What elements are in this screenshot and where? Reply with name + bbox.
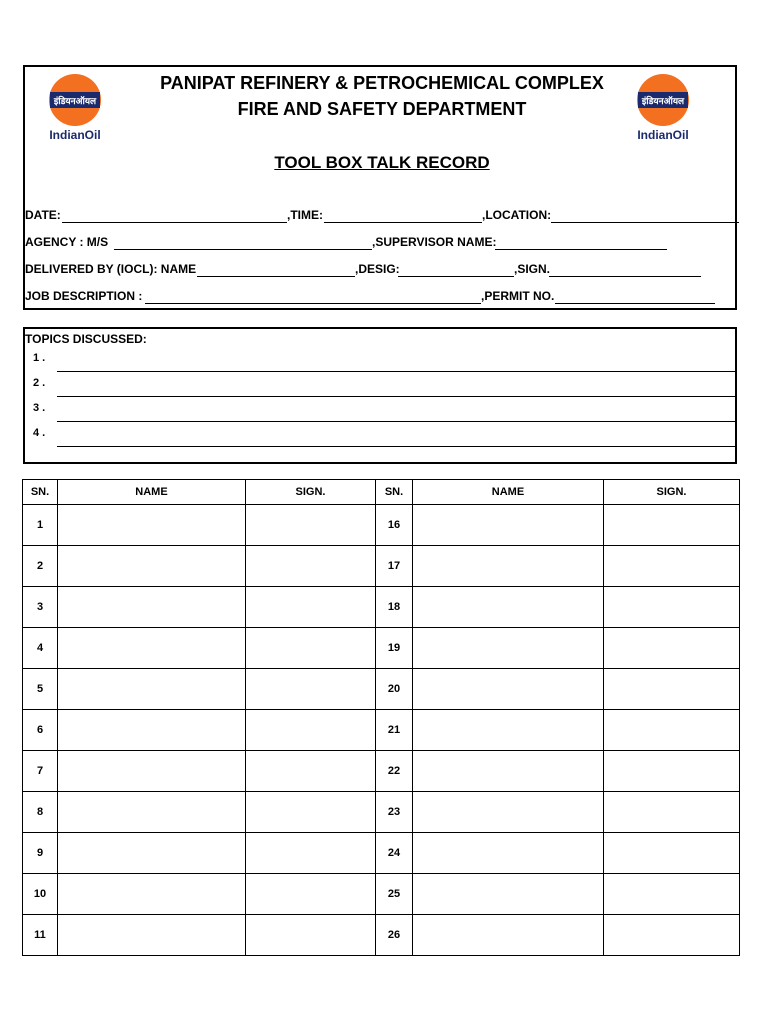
time-label: ,TIME:: [287, 208, 323, 222]
name-cell[interactable]: [413, 628, 604, 669]
table-header-row: [23, 480, 740, 505]
sign-cell[interactable]: [246, 546, 376, 587]
sign-cell[interactable]: [246, 628, 376, 669]
name-cell[interactable]: [413, 874, 604, 915]
topics-heading: TOPICS DISCUSSED:: [25, 332, 147, 346]
sign-cell[interactable]: [604, 915, 740, 956]
supervisor-field[interactable]: [495, 249, 667, 250]
date-label: DATE:: [25, 208, 61, 222]
sign-cell[interactable]: [246, 792, 376, 833]
sign-cell[interactable]: [604, 751, 740, 792]
name-cell[interactable]: [413, 587, 604, 628]
sn-cell: 23: [376, 792, 413, 833]
svg-text:इंडियनऑयल: इंडियनऑयल: [53, 97, 97, 107]
sn-cell: 19: [376, 628, 413, 669]
attendance-table: [22, 479, 740, 956]
name-cell[interactable]: [413, 505, 604, 546]
sn-cell: 18: [376, 587, 413, 628]
name-cell[interactable]: [58, 833, 246, 874]
name-cell[interactable]: [413, 710, 604, 751]
time-field[interactable]: [324, 222, 482, 223]
form-header: [23, 65, 737, 310]
attendance-table-body: [23, 505, 740, 956]
sn-cell: 5: [23, 669, 58, 710]
name-cell[interactable]: [58, 505, 246, 546]
topics-section: [23, 327, 737, 464]
sn-cell: 8: [23, 792, 58, 833]
name-cell[interactable]: [58, 587, 246, 628]
sign-cell[interactable]: [246, 751, 376, 792]
table-row: [23, 587, 740, 628]
column-header-sign: SIGN.: [246, 480, 376, 505]
delivered-by-field[interactable]: [197, 276, 355, 277]
sn-cell: 6: [23, 710, 58, 751]
sn-cell: 11: [23, 915, 58, 956]
location-field[interactable]: [551, 222, 739, 223]
sign-cell[interactable]: [604, 792, 740, 833]
sign-cell[interactable]: [604, 505, 740, 546]
svg-text:इंडियनऑयल: इंडियनऑयल: [641, 97, 685, 107]
name-cell[interactable]: [58, 751, 246, 792]
department-name: FIRE AND SAFETY DEPARTMENT: [237, 99, 527, 119]
job-description-label: JOB DESCRIPTION :: [25, 289, 143, 303]
job-description-field[interactable]: [145, 303, 481, 304]
name-cell[interactable]: [58, 628, 246, 669]
name-cell[interactable]: [58, 669, 246, 710]
sign-label: ,SIGN.: [514, 262, 551, 276]
name-cell[interactable]: [58, 792, 246, 833]
form-title: TOOL BOX TALK RECORD: [274, 153, 490, 172]
sign-cell[interactable]: [246, 915, 376, 956]
sn-cell: 10: [23, 874, 58, 915]
sn-cell: 4: [23, 628, 58, 669]
column-header-sn: SN.: [376, 480, 413, 505]
name-cell[interactable]: [413, 915, 604, 956]
topic-number: 1 .: [33, 352, 46, 364]
sn-cell: 16: [376, 505, 413, 546]
topic-line-4[interactable]: [57, 446, 737, 447]
sign-cell[interactable]: [604, 874, 740, 915]
name-cell[interactable]: [413, 751, 604, 792]
sign-cell[interactable]: [246, 833, 376, 874]
delivered-by-label: DELIVERED BY (IOCL): NAME: [25, 262, 197, 276]
agency-label: AGENCY : M/S: [25, 235, 109, 249]
logo-text: IndianOil: [637, 128, 689, 142]
sign-cell[interactable]: [246, 874, 376, 915]
sign-cell[interactable]: [246, 587, 376, 628]
date-time-location-row: [25, 208, 739, 224]
sign-cell[interactable]: [604, 833, 740, 874]
topic-number: 3 .: [33, 402, 46, 414]
sign-cell[interactable]: [604, 669, 740, 710]
sn-cell: 20: [376, 669, 413, 710]
delivered-by-row: [25, 262, 739, 278]
column-header-sign: SIGN.: [604, 480, 740, 505]
sn-cell: 21: [376, 710, 413, 751]
topic-number: 2 .: [33, 377, 46, 389]
name-cell[interactable]: [413, 792, 604, 833]
sn-cell: 2: [23, 546, 58, 587]
sn-cell: 22: [376, 751, 413, 792]
sn-cell: 25: [376, 874, 413, 915]
sign-cell[interactable]: [246, 669, 376, 710]
desig-label: ,DESIG:: [355, 262, 400, 276]
job-description-row: [25, 289, 739, 305]
sign-cell[interactable]: [246, 710, 376, 751]
column-header-name: NAME: [413, 480, 604, 505]
name-cell[interactable]: [58, 546, 246, 587]
sn-cell: 17: [376, 546, 413, 587]
column-header-name: NAME: [58, 480, 246, 505]
sn-cell: 3: [23, 587, 58, 628]
table-row: [23, 505, 740, 546]
topic-number: 4 .: [33, 427, 46, 439]
name-cell[interactable]: [413, 833, 604, 874]
sn-cell: 9: [23, 833, 58, 874]
name-cell[interactable]: [58, 874, 246, 915]
table-row: [23, 546, 740, 587]
name-cell[interactable]: [413, 546, 604, 587]
sign-cell[interactable]: [604, 546, 740, 587]
table-row: [23, 792, 740, 833]
org-name: PANIPAT REFINERY & PETROCHEMICAL COMPLEX: [160, 73, 604, 93]
topic-line-3[interactable]: [57, 421, 737, 422]
topic-line-1[interactable]: [57, 371, 737, 372]
permit-no-field[interactable]: [555, 303, 715, 304]
sn-cell: 1: [23, 505, 58, 546]
logo-text: IndianOil: [49, 128, 101, 142]
topic-line-2[interactable]: [57, 396, 737, 397]
column-header-sn: SN.: [23, 480, 58, 505]
name-cell[interactable]: [413, 669, 604, 710]
sn-cell: 7: [23, 751, 58, 792]
sn-cell: 26: [376, 915, 413, 956]
sign-cell[interactable]: [604, 710, 740, 751]
sign-cell[interactable]: [246, 505, 376, 546]
sign-cell[interactable]: [604, 587, 740, 628]
location-label: ,LOCATION:: [482, 208, 552, 222]
table-row: [23, 669, 740, 710]
table-row: [23, 710, 740, 751]
date-field[interactable]: [62, 222, 287, 223]
agency-row: [25, 235, 739, 251]
table-row: [23, 628, 740, 669]
supervisor-label: ,SUPERVISOR NAME:: [372, 235, 497, 249]
table-row: [23, 874, 740, 915]
table-row: [23, 751, 740, 792]
sign-cell[interactable]: [604, 628, 740, 669]
name-cell[interactable]: [58, 915, 246, 956]
agency-field[interactable]: [114, 249, 372, 250]
table-row: [23, 833, 740, 874]
name-cell[interactable]: [58, 710, 246, 751]
permit-no-label: ,PERMIT NO.: [481, 289, 555, 303]
sn-cell: 24: [376, 833, 413, 874]
desig-field[interactable]: [398, 276, 514, 277]
sign-field[interactable]: [549, 276, 701, 277]
table-row: [23, 915, 740, 956]
